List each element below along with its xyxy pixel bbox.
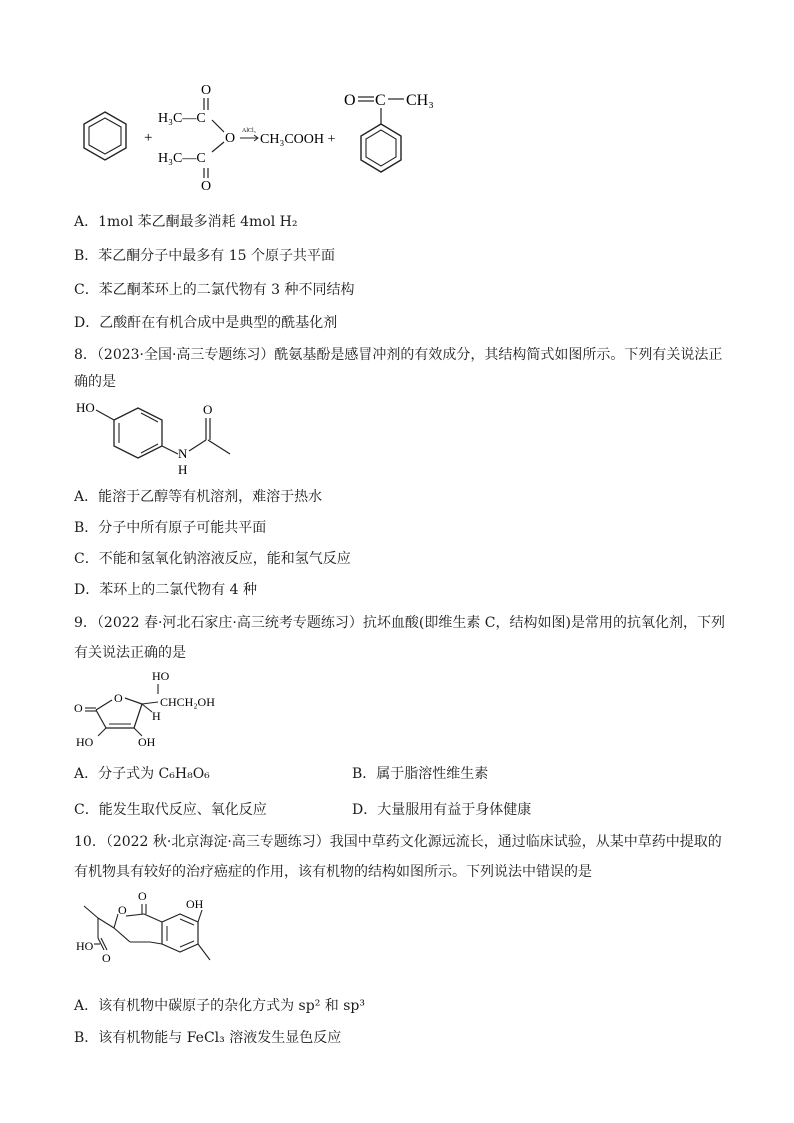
svg-text:O: O xyxy=(201,179,212,194)
svg-text:H: H xyxy=(152,709,161,723)
q7-option-a: A．1mol 苯乙酮最多消耗 4mol H₂ xyxy=(74,214,298,230)
q9-option-d: D．大量服用有益于身体健康 xyxy=(352,802,532,818)
q7-option-c: C．苯乙酮苯环上的二氯代物有 3 种不同结构 xyxy=(74,282,355,298)
svg-text:O: O xyxy=(225,131,236,146)
svg-text:H: H xyxy=(178,462,188,477)
svg-text:O: O xyxy=(203,402,213,417)
svg-text:O: O xyxy=(344,92,356,109)
svg-text:O: O xyxy=(201,83,212,98)
q8-stem-line1: 8．（2023·全国·高三专题练习）酰氨基酚是感冒冲剂的有效成分，其结构简式如图所示。下列有关说法正 xyxy=(74,347,723,363)
svg-text:O: O xyxy=(114,691,123,705)
plus-sign: + xyxy=(144,130,153,146)
isocoumarin-structure xyxy=(74,886,264,986)
q10-option-a: A．该有机物中碳原子的杂化方式为 sp² 和 sp³ xyxy=(74,998,365,1014)
svg-text:CH₃: CH₃ xyxy=(406,92,434,109)
benzene-structure xyxy=(84,112,126,160)
q9-stem-line2: 有关说法正确的是 xyxy=(74,645,186,661)
q8-option-c: C．不能和氢氧化钠溶液反应，能和氢气反应 xyxy=(74,551,351,567)
q8-option-d: D．苯环上的二氯代物有 4 种 xyxy=(74,582,258,598)
svg-text:OH: OH xyxy=(138,735,156,749)
svg-text:H₃C—C: H₃C—C xyxy=(158,111,206,126)
q7-option-b: B．苯乙酮分子中最多有 15 个原子共平面 xyxy=(74,248,336,264)
svg-text:O: O xyxy=(138,889,147,903)
q8-option-b: B．分子中所有原子可能共平面 xyxy=(74,520,267,536)
product-acetic-acid: CH₃COOH + xyxy=(260,132,336,147)
q9-stem-line1: 9．（2022 春·河北石家庄·高三统考专题练习）抗坏血酸(即维生素 C，结构如图)是常用的抗氧化剂，下列 xyxy=(74,615,725,631)
q9-option-c: C．能发生取代反应、氧化反应 xyxy=(74,802,267,818)
acetophenone-structure xyxy=(344,92,434,172)
svg-text:N: N xyxy=(178,446,188,461)
svg-text:CHCH₂OH: CHCH₂OH xyxy=(160,695,215,709)
ascorbic-acid-structure xyxy=(74,668,244,750)
svg-text:O: O xyxy=(118,903,127,917)
q10-stem-line2: 有机物具有较好的治疗癌症的作用，该有机物的结构如图所示。下列说法中错误的是 xyxy=(74,864,592,880)
q10-option-b: B．该有机物能与 FeCl₃ 溶液发生显色反应 xyxy=(74,1030,342,1046)
acetaminophen-structure xyxy=(74,396,244,478)
svg-text:AlCl₃: AlCl₃ xyxy=(242,128,256,134)
q7-option-d: D．乙酸酐在有机合成中是典型的酰基化剂 xyxy=(74,315,338,331)
svg-text:HO: HO xyxy=(152,669,170,683)
svg-text:O: O xyxy=(74,701,83,715)
svg-text:OH: OH xyxy=(186,897,204,911)
q8-stem-line2: 确的是 xyxy=(74,374,116,390)
reaction-arrow xyxy=(240,128,258,141)
reaction-scheme xyxy=(70,80,450,195)
q10-stem-line1: 10．（2022 秋·北京海淀·高三专题练习）我国中草药文化源远流长，通过临床试验，从某中草药中提取的 xyxy=(74,834,722,850)
svg-text:H₃C—C: H₃C—C xyxy=(158,151,206,166)
acetic-anhydride-structure xyxy=(158,83,235,194)
q8-option-a: A．能溶于乙醇等有机溶剂，难溶于热水 xyxy=(74,489,323,505)
svg-text:C: C xyxy=(375,92,386,109)
svg-text:HO: HO xyxy=(76,400,95,415)
svg-text:O: O xyxy=(102,951,111,965)
q9-option-a: A．分子式为 C₆H₈O₆ xyxy=(74,766,210,782)
svg-text:HO: HO xyxy=(76,735,94,749)
q9-option-b: B．属于脂溶性维生素 xyxy=(352,766,489,782)
svg-text:HO: HO xyxy=(76,939,94,953)
